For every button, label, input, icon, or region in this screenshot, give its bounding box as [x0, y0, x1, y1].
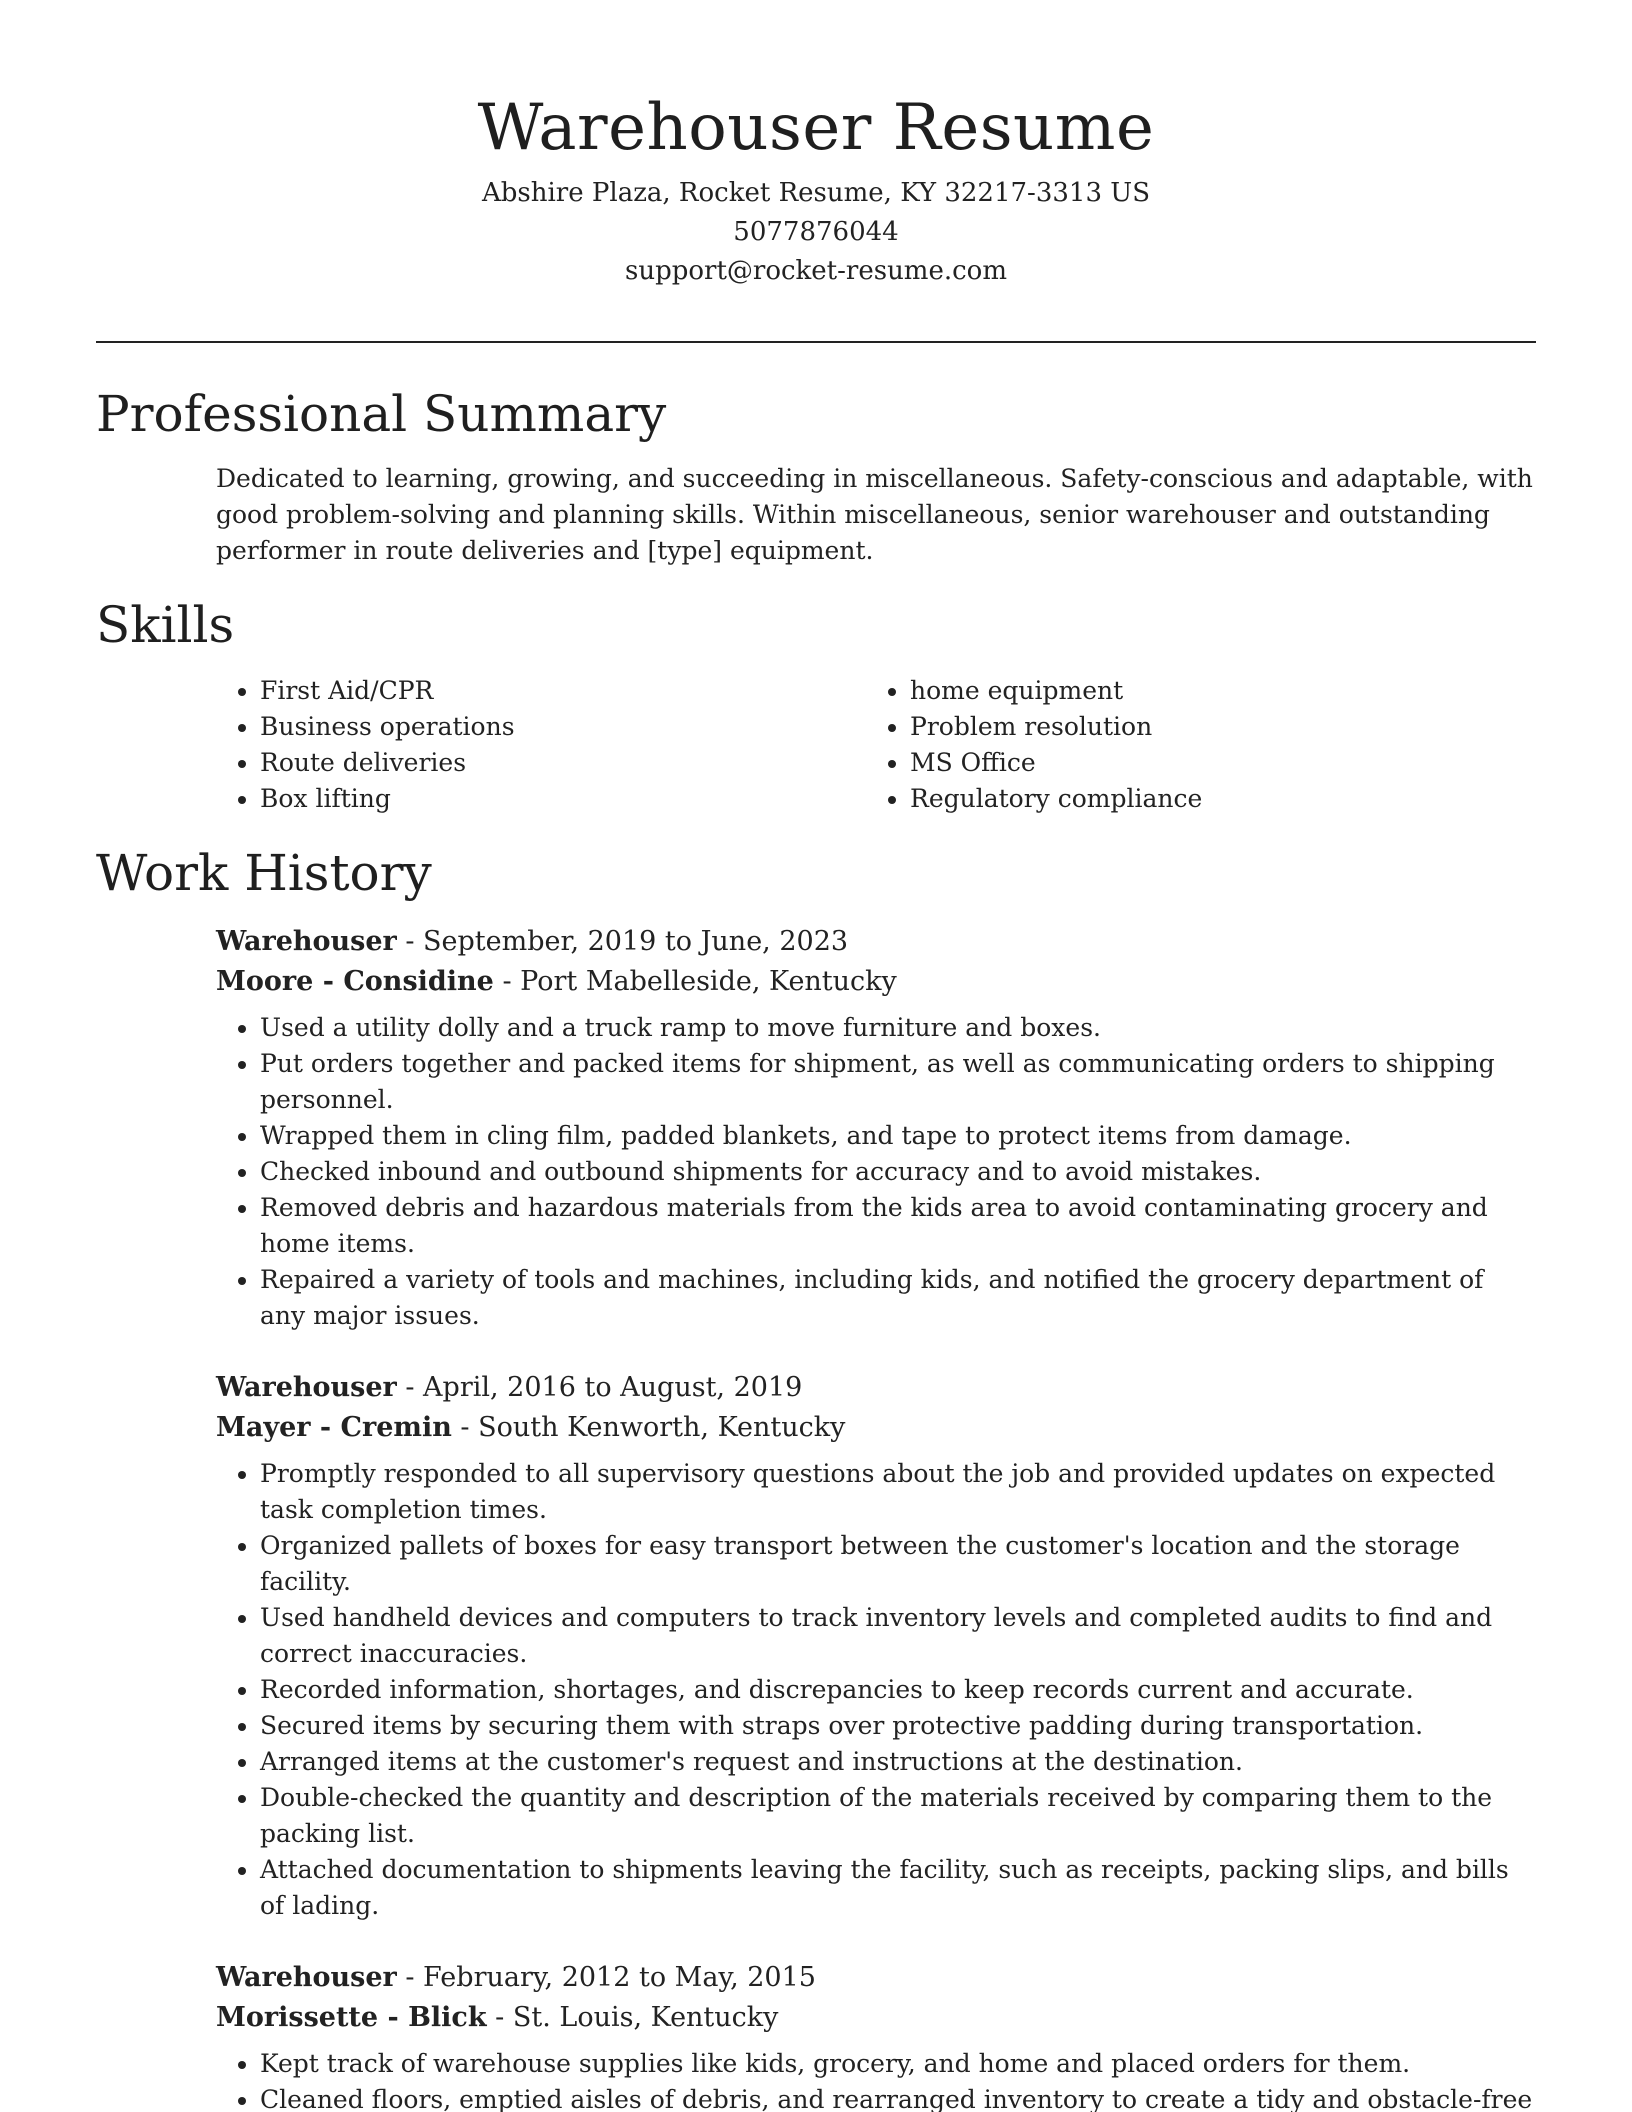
- skill-item: • Box lifting: [260, 781, 515, 817]
- job-bullet: • Kept track of warehouse supplies like kids, grocery, and home and placed orders for them.: [260, 2046, 1536, 2082]
- separator: -: [396, 926, 424, 957]
- separator: -: [486, 2002, 513, 2033]
- job-bullet: • Cleaned floors, emptied aisles of debris, and rearranged inventory to create a tidy and obstacle-free: [260, 2082, 1536, 2112]
- contact-address: Abshire Plaza, Rocket Resume, KY 32217-3313 US: [481, 178, 1150, 208]
- skills-list-right: [866, 673, 1202, 817]
- job-bullet: • Used a utility dolly and a truck ramp to move furniture and boxes.: [260, 1010, 1536, 1046]
- job-bullet: • Put orders together and packed items for shipment, as well as communicating orders to shipping personnel.: [260, 1046, 1536, 1118]
- resume-header: [96, 82, 1536, 291]
- job-bullets: [216, 2046, 1536, 2112]
- separator: -: [396, 1372, 424, 1403]
- skills-heading: Skills: [96, 596, 235, 654]
- job-bullet: • Organized pallets of boxes for easy transport between the customer's location and the storage facility.: [260, 1528, 1536, 1600]
- job-bullet: • Removed debris and hazardous materials from the kids area to avoid contaminating grocery and home items.: [260, 1190, 1536, 1262]
- skill-item: • home equipment: [910, 673, 1202, 709]
- separator: -: [493, 966, 521, 997]
- skill-item: • MS Office: [910, 745, 1202, 781]
- separator: -: [451, 1412, 479, 1443]
- job-bullet: • Recorded information, shortages, and discrepancies to keep records current and accurate.: [260, 1672, 1536, 1708]
- job-bullet: • Promptly responded to all supervisory questions about the job and provided updates on expected task completion times.: [260, 1456, 1536, 1528]
- skills-list-left: [216, 673, 515, 817]
- job-title: Warehouser: [216, 926, 397, 957]
- job-location: South Kenworth, Kentucky: [478, 1412, 846, 1443]
- job-company: Moore - Considine: [216, 966, 494, 997]
- job-dates: April, 2016 to August, 2019: [423, 1372, 803, 1403]
- work-history-heading: Work History: [96, 844, 432, 902]
- skill-item: • Regulatory compliance: [910, 781, 1202, 817]
- skill-item: • Route deliveries: [260, 745, 515, 781]
- skill-item: • Business operations: [260, 709, 515, 745]
- job-entry: [216, 1958, 1536, 2112]
- job-title-line: [216, 1958, 1536, 1998]
- work-history-list: [216, 922, 1536, 2112]
- job-bullet: • Double-checked the quantity and description of the materials received by comparing them to the packing list.: [260, 1780, 1536, 1852]
- job-bullets: [216, 1456, 1536, 1924]
- job-bullet: • Wrapped them in cling film, padded blankets, and tape to protect items from damage.: [260, 1118, 1536, 1154]
- job-bullet: • Repaired a variety of tools and machines, including kids, and notified the grocery department of any major issues.: [260, 1262, 1536, 1334]
- contact-phone: 5077876044: [733, 217, 899, 247]
- separator: -: [396, 1962, 424, 1993]
- header-divider: [96, 341, 1536, 343]
- resume-title: Warehouser Resume: [477, 91, 1155, 165]
- skill-item: • First Aid/CPR: [260, 673, 515, 709]
- job-bullet: • Secured items by securing them with straps over protective padding during transportation.: [260, 1708, 1536, 1744]
- job-entry: [216, 922, 1536, 1334]
- job-title: Warehouser: [216, 1962, 397, 1993]
- job-location: St. Louis, Kentucky: [512, 2002, 779, 2033]
- summary-heading: Professional Summary: [96, 385, 667, 443]
- job-bullet: • Used handheld devices and computers to track inventory levels and completed audits to find and correct inaccuracies.: [260, 1600, 1536, 1672]
- job-title-line: [216, 1368, 1536, 1408]
- job-title-line: [216, 922, 1536, 962]
- job-company: Morissette - Blick: [216, 2002, 487, 2033]
- job-company-line: [216, 962, 1536, 1002]
- summary-text: Dedicated to learning, growing, and succeeding in miscellaneous. Safety-conscious and adaptable, with good problem-solving and planning skills. Within miscellaneous, senior warehouser and outstanding performer in route deliveries and [type] equipment.: [216, 464, 1533, 565]
- job-entry: [216, 1368, 1536, 1924]
- job-company-line: [216, 1408, 1536, 1448]
- job-dates: February, 2012 to May, 2015: [423, 1962, 816, 1993]
- job-company: Mayer - Cremin: [216, 1412, 452, 1443]
- job-location: Port Mabelleside, Kentucky: [520, 966, 897, 997]
- job-bullet: • Arranged items at the customer's request and instructions at the destination.: [260, 1744, 1536, 1780]
- job-dates: September, 2019 to June, 2023: [423, 926, 849, 957]
- job-bullets: [216, 1010, 1536, 1334]
- job-company-line: [216, 1998, 1536, 2038]
- job-title: Warehouser: [216, 1372, 397, 1403]
- skill-item: • Problem resolution: [910, 709, 1202, 745]
- job-bullet: • Attached documentation to shipments leaving the facility, such as receipts, packing slips, and bills of lading.: [260, 1852, 1536, 1924]
- contact-email: support@rocket-resume.com: [624, 256, 1007, 286]
- job-bullet: • Checked inbound and outbound shipments for accuracy and to avoid mistakes.: [260, 1154, 1536, 1190]
